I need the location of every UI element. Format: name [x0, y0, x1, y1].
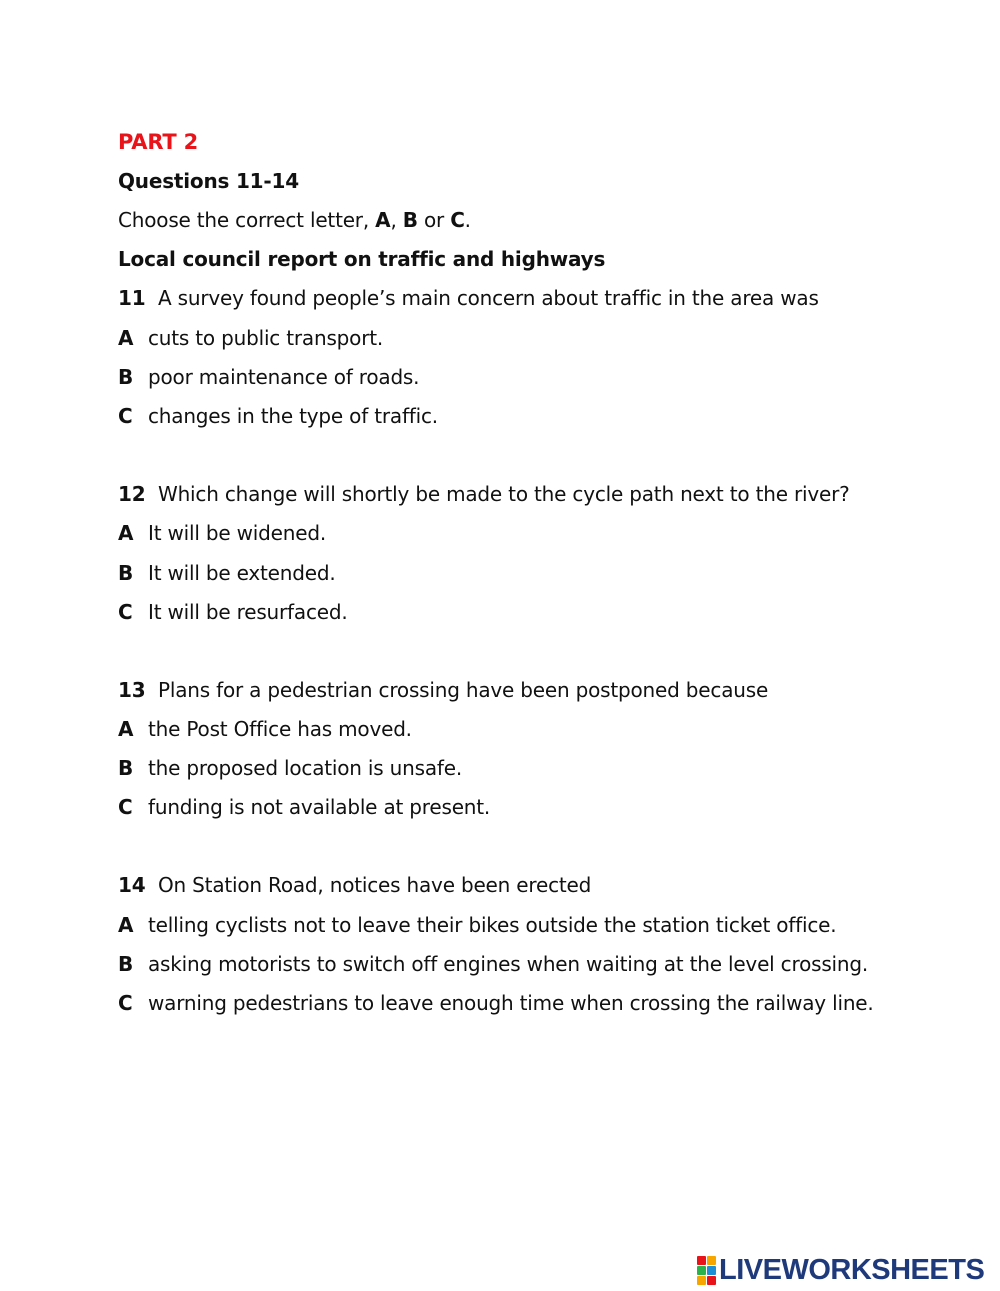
- question-12-option-a[interactable]: [118, 520, 326, 546]
- option-text: funding is not available at present.: [148, 795, 491, 819]
- question-14-option-b[interactable]: [118, 951, 868, 977]
- option-letter: C: [118, 600, 133, 624]
- option-text: poor maintenance of roads.: [148, 365, 420, 389]
- option-text: cuts to public transport.: [148, 326, 384, 350]
- logo-block: [707, 1276, 716, 1285]
- option-text: It will be resurfaced.: [148, 600, 348, 624]
- option-letter: B: [118, 756, 134, 780]
- question-13-option-b[interactable]: [118, 755, 462, 781]
- question-13-option-a[interactable]: [118, 716, 412, 742]
- option-letter: B: [118, 561, 134, 585]
- option-text: warning pedestrians to leave enough time when crossing the railway line.: [148, 991, 874, 1015]
- question-text: Which change will shortly be made to the cycle path next to the river?: [158, 482, 850, 506]
- option-letter: C: [118, 991, 133, 1015]
- question-13: [118, 677, 768, 703]
- question-12-option-c[interactable]: [118, 599, 348, 625]
- option-text: It will be extended.: [148, 561, 336, 585]
- option-text: telling cyclists not to leave their bikes outside the station ticket office.: [148, 913, 837, 937]
- option-letter: A: [118, 913, 134, 937]
- option-letter: B: [118, 952, 134, 976]
- question-12: [118, 481, 850, 507]
- question-number: 12: [118, 482, 146, 506]
- topic-heading: Local council report on traffic and highways: [118, 247, 606, 271]
- instruction-text: [118, 207, 471, 233]
- logo-block: [707, 1256, 716, 1265]
- question-12-option-b[interactable]: [118, 560, 336, 586]
- question-text: On Station Road, notices have been erected: [158, 873, 592, 897]
- option-text: changes in the type of traffic.: [148, 404, 438, 428]
- question-14-option-a[interactable]: [118, 912, 836, 938]
- logo-blocks-icon: [697, 1256, 716, 1285]
- option-letter: C: [118, 795, 133, 819]
- part-title: PART 2: [118, 130, 198, 154]
- logo-block: [697, 1256, 706, 1265]
- instruction-suffix: .: [464, 208, 471, 232]
- option-text: the proposed location is unsafe.: [148, 756, 462, 780]
- logo-text: LIVEWORKSHEETS: [719, 1253, 985, 1286]
- question-11-option-c[interactable]: [118, 403, 438, 429]
- option-letter: A: [118, 717, 134, 741]
- question-11: [118, 285, 819, 311]
- option-text: asking motorists to switch off engines when waiting at the level crossing.: [148, 952, 869, 976]
- liveworksheets-logo[interactable]: [697, 1255, 984, 1285]
- option-text: the Post Office has moved.: [148, 717, 412, 741]
- option-letter: C: [118, 404, 133, 428]
- question-number: 11: [118, 286, 146, 310]
- question-11-option-a[interactable]: [118, 325, 383, 351]
- option-letter: A: [118, 326, 134, 350]
- instruction-or: or: [417, 208, 451, 232]
- option-letter: A: [118, 521, 134, 545]
- question-14: [118, 872, 591, 898]
- option-text: It will be widened.: [148, 521, 326, 545]
- question-13-option-c[interactable]: [118, 794, 490, 820]
- logo-block: [707, 1266, 716, 1275]
- question-text: Plans for a pedestrian crossing have been postponed because: [158, 678, 769, 702]
- instruction-prefix: Choose the correct letter,: [118, 208, 376, 232]
- instruction-letter-a: A: [375, 208, 391, 232]
- question-text: A survey found people’s main concern about traffic in the area was: [158, 286, 819, 310]
- questions-range-heading: Questions 11-14: [118, 169, 299, 193]
- option-letter: B: [118, 365, 134, 389]
- question-number: 14: [118, 873, 146, 897]
- instruction-letter-b: B: [402, 208, 418, 232]
- logo-block: [697, 1276, 706, 1285]
- instruction-separator: ,: [390, 208, 403, 232]
- question-number: 13: [118, 678, 146, 702]
- question-14-option-c[interactable]: [118, 990, 874, 1016]
- instruction-letter-c: C: [450, 208, 465, 232]
- question-11-option-b[interactable]: [118, 364, 419, 390]
- logo-block: [697, 1266, 706, 1275]
